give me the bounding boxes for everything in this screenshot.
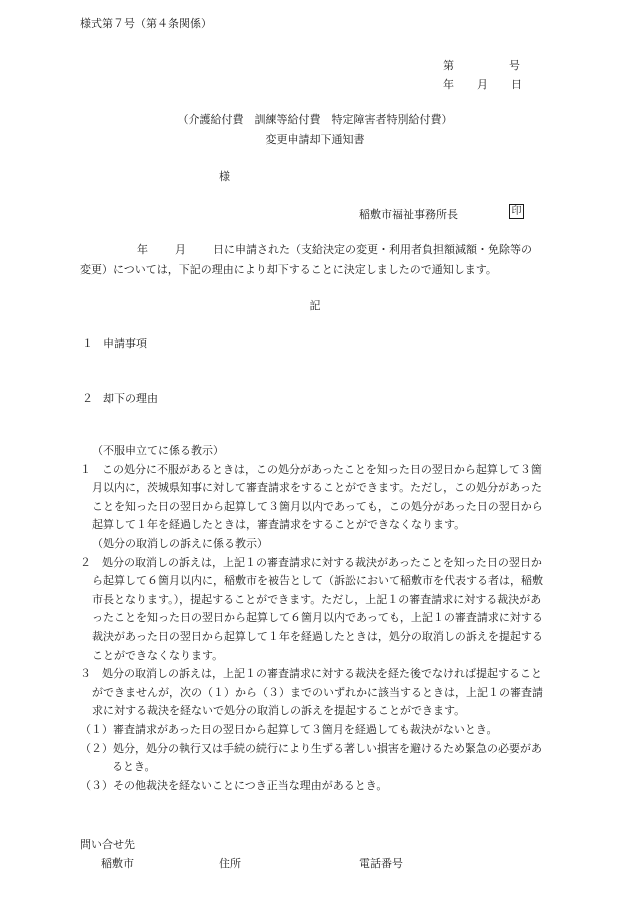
seal-mark: 印 [509,204,524,219]
legal-notices [80,442,550,795]
form-number: 様式第７号（第４条関係） [80,17,212,30]
ki-heading: 記 [309,299,321,312]
contact-label: 問い合せ先 [80,838,135,851]
contact-org: 稲敷市 [101,857,134,870]
document-date [443,76,522,92]
sender-name: 稲敷市福祉事務所長 [359,208,458,221]
notice-subitem-2: （２）処分，処分の執行又は手続の続行により生ずる著しい損害を避けるため緊急の必要があるとき。 [80,741,542,774]
notice-subitem-1: （１）審査請求があった日の翌日から起算して３箇月を経過しても裁決がないとき。 [80,722,498,736]
notice-paragraph-1: １ この処分に不服があるときは，この処分があったことを知った日の翌日から起算して３箇月以内に，茨城県知事に対して審査請求をすることができます。ただし，この処分があったことを知った日の翌日から起算して３箇月以内であっても，この処分があった日の翌日から起算して１年を経過したときは，審査請求をすることができなくなります。 [80,462,543,532]
item-label: 却下の理由 [103,392,158,405]
addressee-honorific: 様 [219,170,230,183]
notice-paragraph-2: ２ 処分の取消しの訴えは，上記１の審査請求に対する裁決があったことを知った日の翌日から起算して６箇月以内に，稲敷市を被告として（訴訟において稲敷市を代表する者は，稲敷市長となります。），提起することができます。ただし，上記１の審査請求に対する裁決があったことを知った日の翌日から起算して６箇月以内であっても，上記１の審査請求に対する裁決があった日の翌日から起算して１年を経過したときは，処分の取消しの訴えを提起することができなくなります。 [80,555,543,662]
doc-number-prefix: 第 [443,59,454,72]
notice-body [80,240,540,280]
doc-number-suffix: 号 [509,59,520,72]
notice-heading-appeal: （不服申立てに係る教示） [92,444,224,457]
body-month: 月 [175,243,186,256]
date-day: 日 [511,78,522,91]
contact-address-label: 住所 [219,857,241,870]
item-application-matter [82,335,147,351]
body-year: 年 [137,243,148,256]
page-title: 変更申請却下通知書 [265,133,365,146]
document-number [443,57,520,73]
item-number: ２ [82,392,93,405]
notice-heading-lawsuit: （処分の取消しの訴えに係る教示） [92,536,268,550]
date-year: 年 [443,78,454,91]
date-month: 月 [477,78,488,91]
item-number: １ [82,337,93,350]
contact-info [101,855,403,871]
item-label: 申請事項 [103,337,147,350]
item-rejection-reason [82,390,158,406]
title-benefit-types: （介護給付費 訓練等給付費 特定障害者特別給付費） [177,113,453,126]
notice-subitem-3: （３）その他裁決を経ないことにつき正当な理由があるとき。 [80,778,388,792]
body-text: 日に申請された（支給決定の変更・利用者負担額減額・免除等の変更）については，下記の理由により却下することに決定しましたので通知します。 [80,243,532,276]
notice-paragraph-3: ３ 処分の取消しの訴えは，上記１の審査請求に対する裁決を経た後でなければ提起することができませんが，次の（１）から（３）までのいずれかに該当するときは，上記１の審査請求に対する裁決を経ないで処分の取消しの訴えを提起することができます。 [80,667,543,718]
contact-phone-label: 電話番号 [359,857,403,870]
